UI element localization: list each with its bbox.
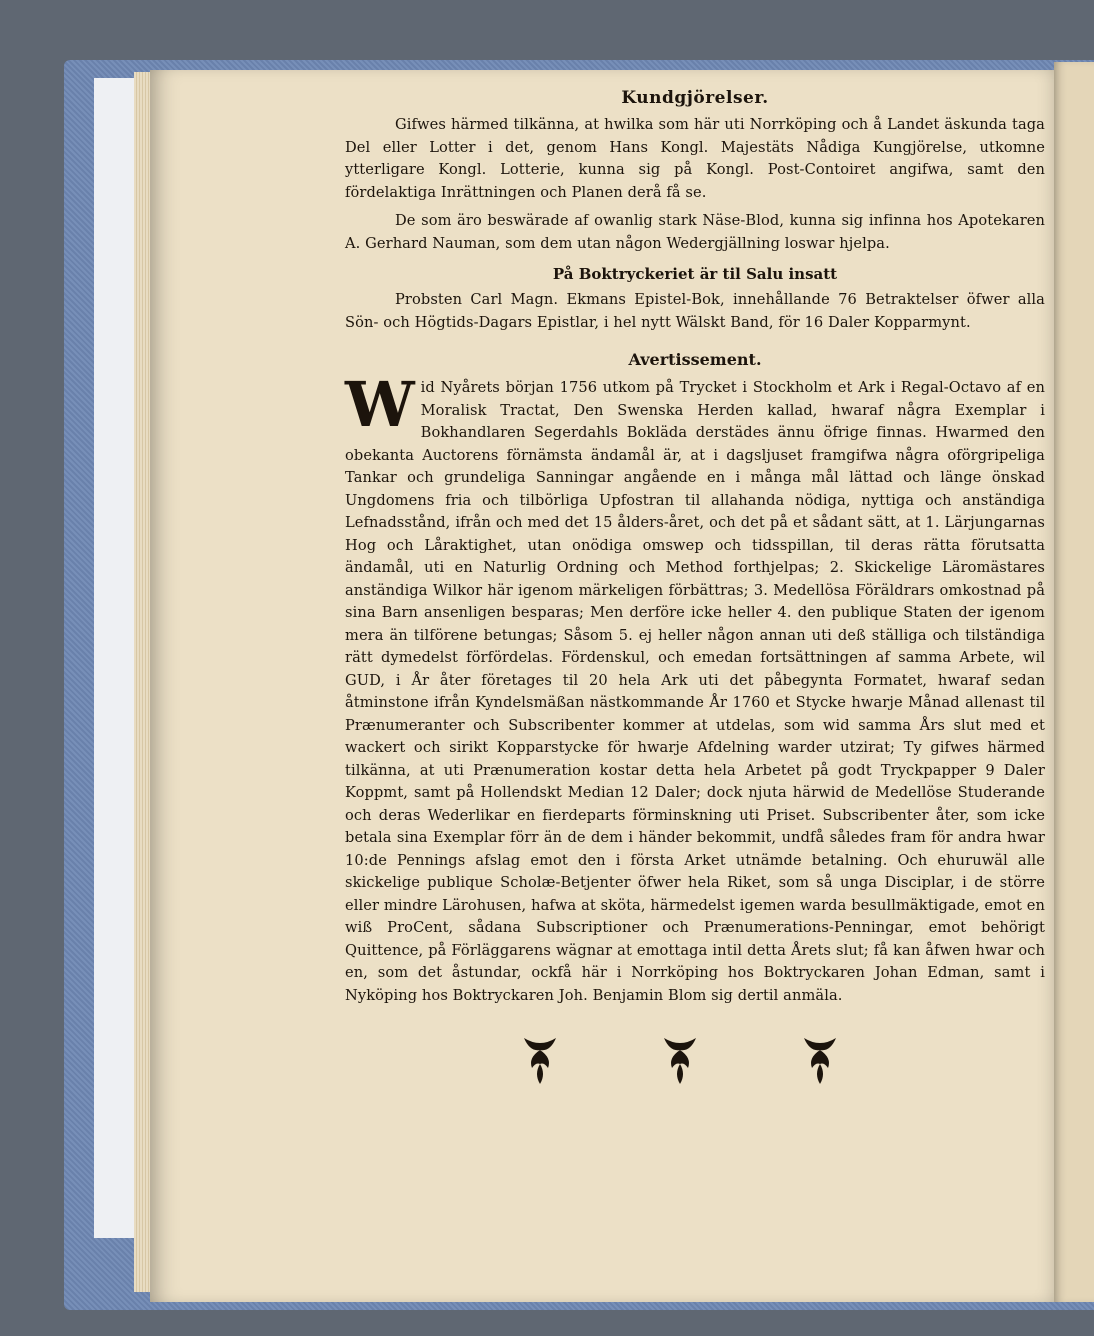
fleuron-ornament-icon — [520, 1034, 560, 1086]
advertisement-heading: Avertissement. — [628, 350, 762, 369]
fleuron-ornament-icon — [800, 1034, 840, 1086]
sale-heading: På Boktryckeriet är til Salu insatt — [552, 265, 838, 283]
fleuron-ornament-icon — [660, 1034, 700, 1086]
ornament-row — [520, 1030, 840, 1090]
printed-page — [150, 70, 1054, 1302]
notice-nosebleed: De som äro beswärade af owanlig stark Näse-Blod, kunna sig infinna hos Apotekaren A. Gerhard Nauman, som dem utan någon Wedergjällning loswar hjelpa. — [345, 212, 1045, 252]
facing-page-edge — [1054, 62, 1094, 1302]
page-heading: Kundgjörelser. — [621, 88, 769, 108]
notice-lottery: Gifwes härmed tilkänna, at hwilka som här uti Norrköping och å Landet äskunda taga Del eller Lotter i det, genom Hans Kongl. Majestäts Nådiga Kungjörelse, utkomne ytterligare Kongl. Lotterie, kunna sig på Kongl. Post-Contoiret angifwa, samt den fördelaktiga Inrättningen och Planen derå få se. — [345, 116, 1045, 201]
drop-cap: W — [345, 368, 415, 441]
text-block — [345, 88, 1045, 1007]
advertisement-body — [345, 368, 1045, 1007]
advertisement-text: id Nyårets början 1756 utkom på Trycket i Stockholm et Ark i Regal-Octavo af en Moralisk Tractat, Den Swenska Herden kallad, hwaraf några Exemplar i Bokhandlaren Segerdahls Bokläda derstädes ännu öfrige finnas. Hwarmed den obekanta Auctorens förnämsta ändamål är, at i dagsljuset framgifwa några oförgripeliga Tankar och grundeliga Sanningar angående en i många mål lättad och länge önskad Ungdomens fria och tilbörliga Upfostran til allahanda nödiga, nyttiga och anständiga Lefnadsstånd, ifrån och med det 15 ålders-året, och det på et sådant sätt, at 1. Lärjungarnas Hog och Låraktighet, utan onödiga omswep och tidsspillan, til deras rätta förutsatta ändamål, uti en Naturlig Ordning och Method forthjelpas; 2. Skickelige Läromästares anständiga Wilkor här igenom märkeligen förbättras; 3. Medellösa Föräldrars omkostnad på sina Barn ansenligen besparas; Men derföre icke heller 4. den publique Staten der igenom mera än tilförene betungas; Såsom 5. ej heller någon annan uti deß ställiga och tilständiga rätt dymedelst förfördelas. Fördenskul, och emedan fortsättningen af samma Arbete, wil GUD, i År åter företages til 20 hela Ark uti det påbegynta Formatet, hwaraf sedan åtminstone ifrån Kyndelsmäßan nästkommande År 1760 et Stycke hwarje Månad allenast til Prænumeranter och Subscribenter kommer at utdelas, som wid samma Års slut med et wackert och sirikt Kopparstycke för hwarje Afdelning warder utzirat; Ty gifwes härmed tilkänna, at uti Prænumeration kostar detta hela Arbetet på godt Tryckpapper 9 Daler Koppmt, samt på Hollendskt Median 12 Daler; dock njuta härwid de Medellöse Studerande och deras Wederlikar en fierdeparts förminskning uti Priset. Subscribenter åter, som icke betala sina Exemplar förr än de dem i händer bekommit, undfå således fram för andra hwar 10:de Pennings afslag emot den i första Arket utnämde betalning. Och ehuruwäl alle skickelige publique Scholæ-Betjenter öfwer hela Riket, som så unga Disciplar, i de större eller mindre Lärohusen, hafwa at sköta, härmedelst igemen warda besullmäktigade, emot en wiß ProCent, sådana Subscriptioner och Prænumerations-Penningar, emot behörigt Quittence, på Förläggarens wägnar at emottaga intil detta Årets slut; få kan åfwen hwar och en, som det åstundar, ockfå här i Norrköping hos Boktryckaren Johan Edman, samt i Nyköping hos Boktryckaren Joh. Benjamin Blom sig dertil anmäla. — [345, 379, 1045, 1004]
sale-text: Probsten Carl Magn. Ekmans Epistel-Bok, innehållande 76 Betraktelser öfwer alla Sön- och Högtids-Dagars Epistlar, i hel nytt Wälskt Band, för 16 Daler Kopparmynt. — [345, 291, 1045, 331]
